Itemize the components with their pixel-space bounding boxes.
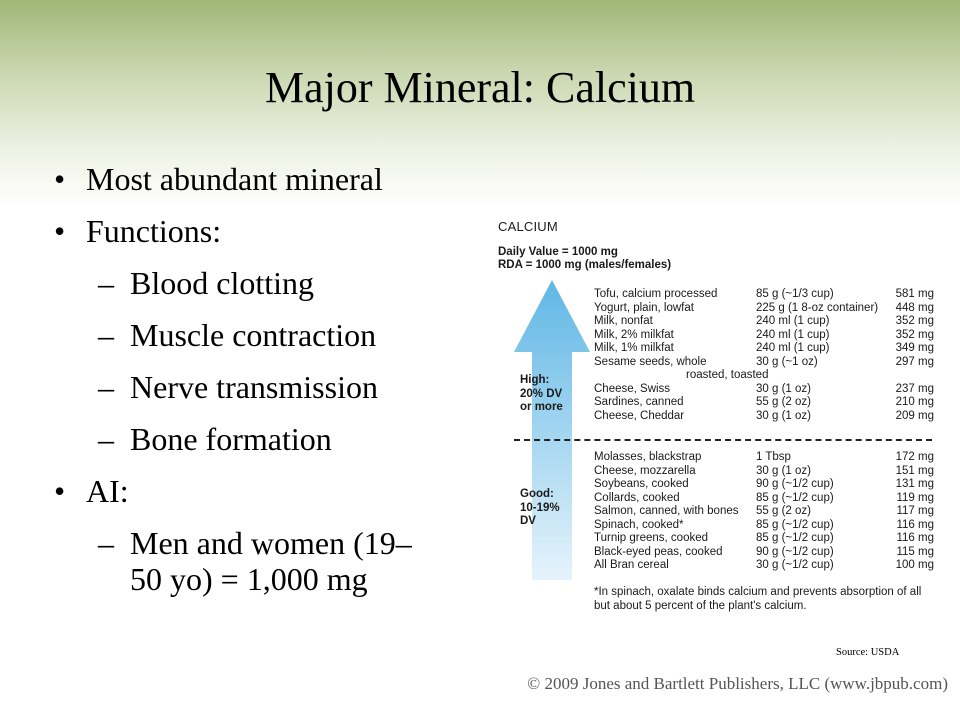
table-title: CALCIUM <box>498 219 558 234</box>
arrow-up-icon <box>514 280 590 580</box>
amount-cell: 115 mg <box>896 545 934 558</box>
amount-cell: 116 mg <box>896 518 934 531</box>
food-cell: Spinach, cooked* <box>594 518 684 531</box>
amount-cell: 297 mg <box>895 355 934 368</box>
food-cell: Molasses, blackstrap <box>594 451 702 463</box>
amount-cell: 352 mg <box>895 328 934 341</box>
high-rows <box>594 288 934 423</box>
amount-cell: 448 mg <box>895 301 934 314</box>
serving-cell: 225 g (1 8-oz container) <box>756 301 879 314</box>
food-cell: Cheese, Swiss <box>594 382 671 395</box>
daily-value-text: Daily Value = 1000 mg <box>498 246 618 258</box>
table-row <box>594 505 934 519</box>
sub-bullet-blood-clotting <box>50 264 480 302</box>
copyright-notice: © 2009 Jones and Bartlett Publishers, LLC (www.jbpub.com) <box>527 674 948 693</box>
amount-cell: 116 mg <box>896 532 934 544</box>
table-row <box>594 302 934 316</box>
table-row <box>594 532 934 546</box>
table-row <box>594 383 934 397</box>
serving-cell: 30 g (~1 oz) <box>756 355 818 368</box>
serving-cell: 30 g (1 oz) <box>756 409 811 422</box>
table-row <box>594 369 934 383</box>
serving-cell: 30 g (1 oz) <box>756 464 811 477</box>
amount-cell: 581 mg <box>895 288 934 300</box>
amount-cell: 210 mg <box>895 396 934 408</box>
amount-cell: 349 mg <box>895 342 934 354</box>
sub-bullet-bone-formation <box>50 420 480 458</box>
amount-cell: 100 mg <box>895 559 934 571</box>
table-row <box>594 356 934 370</box>
label-line: DV <box>520 515 536 527</box>
rda-text: RDA = 1000 mg (males/females) <box>498 259 672 271</box>
serving-cell: 85 g (~1/2 cup) <box>756 532 834 544</box>
footnote: *In spinach, oxalate binds calcium and prevents absorption of all but about 5 percent of the plant's calcium. <box>594 586 922 612</box>
serving-cell: 30 g (1 oz) <box>756 382 811 395</box>
dash-glyph: – <box>98 525 114 561</box>
amount-cell: 172 mg <box>895 451 934 463</box>
dash-glyph: – <box>98 369 114 405</box>
food-cell: Milk, nonfat <box>594 315 653 327</box>
serving-cell: 90 g (~1/2 cup) <box>756 545 834 558</box>
table-row <box>594 329 934 343</box>
food-cell: Yogurt, plain, lowfat <box>594 301 694 314</box>
high-dv-label <box>520 374 563 415</box>
serving-cell: 55 g (2 oz) <box>756 396 811 408</box>
dash-glyph: – <box>98 421 114 457</box>
good-dv-label <box>520 488 560 529</box>
table-row <box>594 288 934 302</box>
label-line: Good: <box>520 488 554 500</box>
food-cell: Milk, 1% milkfat <box>594 342 674 354</box>
dash-glyph: – <box>98 317 114 353</box>
table-row <box>594 465 934 479</box>
food-cell: Turnip greens, cooked <box>594 532 709 544</box>
food-cell: Sardines, canned <box>594 396 684 408</box>
sub-bullet-text: Men and women (19– <box>130 525 412 561</box>
food-cell: Sesame seeds, whole <box>594 355 707 368</box>
serving-cell: 85 g (~1/2 cup) <box>756 518 834 531</box>
serving-cell: 85 g (~1/2 cup) <box>756 491 834 504</box>
dv-divider <box>514 439 932 441</box>
serving-cell: 30 g (~1/2 cup) <box>756 559 834 571</box>
bullet-list <box>50 160 480 612</box>
sub-bullet-men-women <box>50 524 480 562</box>
amount-cell: 117 mg <box>896 505 934 517</box>
amount-cell: 119 mg <box>896 491 934 504</box>
table-row <box>594 478 934 492</box>
food-cell: Milk, 2% milkfat <box>594 328 674 341</box>
label-line: or more <box>520 401 563 413</box>
sub-bullet-text: Bone formation <box>130 421 332 457</box>
food-cell: Black-eyed peas, cooked <box>594 545 723 558</box>
calcium-food-table <box>494 218 936 618</box>
dash-glyph: – <box>98 265 114 301</box>
table-row <box>594 342 934 356</box>
slide-title: Major Mineral: Calcium <box>264 63 696 112</box>
amount-cell: 209 mg <box>895 409 934 422</box>
food-cell: roasted, toasted <box>686 369 769 381</box>
label-line: 10-19% <box>520 501 560 514</box>
table-row <box>594 396 934 410</box>
table-row <box>594 315 934 329</box>
label-line: High: <box>520 374 550 386</box>
amount-cell: 237 mg <box>895 382 934 395</box>
food-cell: All Bran cereal <box>594 559 669 571</box>
food-cell: Collards, cooked <box>594 491 680 504</box>
bullet-functions: • Functions: <box>50 212 480 250</box>
table-row <box>594 410 934 424</box>
amount-cell: 151 mg <box>895 464 934 477</box>
sub-bullet-nerve-transmission <box>50 368 480 406</box>
label-line: 20% DV <box>520 387 563 400</box>
sub-bullet-text: Muscle contraction <box>130 317 377 353</box>
source-note: Source: USDA <box>836 647 900 658</box>
food-cell: Salmon, canned, with bones <box>594 505 739 517</box>
serving-cell: 240 ml (1 cup) <box>756 328 830 341</box>
sub-bullet-muscle-contraction <box>50 316 480 354</box>
amount-cell: 131 mg <box>895 478 934 490</box>
serving-cell: 240 ml (1 cup) <box>756 315 830 327</box>
sub-bullet-text: Nerve transmission <box>130 369 378 405</box>
food-cell: Cheese, mozzarella <box>594 464 696 477</box>
serving-cell: 240 ml (1 cup) <box>756 342 830 354</box>
amount-cell: 352 mg <box>895 315 934 327</box>
food-cell: Soybeans, cooked <box>594 478 689 490</box>
serving-cell: 85 g (~1/3 cup) <box>756 288 834 300</box>
good-rows <box>594 451 934 573</box>
table-row <box>594 559 934 573</box>
table-row <box>594 492 934 506</box>
serving-cell: 90 g (~1/2 cup) <box>756 478 834 490</box>
bullet-ai: • AI: <box>50 472 480 510</box>
table-row <box>594 451 934 465</box>
food-cell: Tofu, calcium processed <box>594 288 718 300</box>
bullet-most-abundant: • Most abundant mineral <box>50 160 480 198</box>
table-row <box>594 546 934 560</box>
serving-cell: 1 Tbsp <box>756 451 791 463</box>
sub-bullet-men-women-cont: 50 yo) = 1,000 mg <box>130 561 368 597</box>
table-row <box>594 519 934 533</box>
sub-bullet-text: Blood clotting <box>130 265 314 301</box>
serving-cell: 55 g (2 oz) <box>756 505 811 517</box>
food-cell: Cheese, Cheddar <box>594 409 685 422</box>
